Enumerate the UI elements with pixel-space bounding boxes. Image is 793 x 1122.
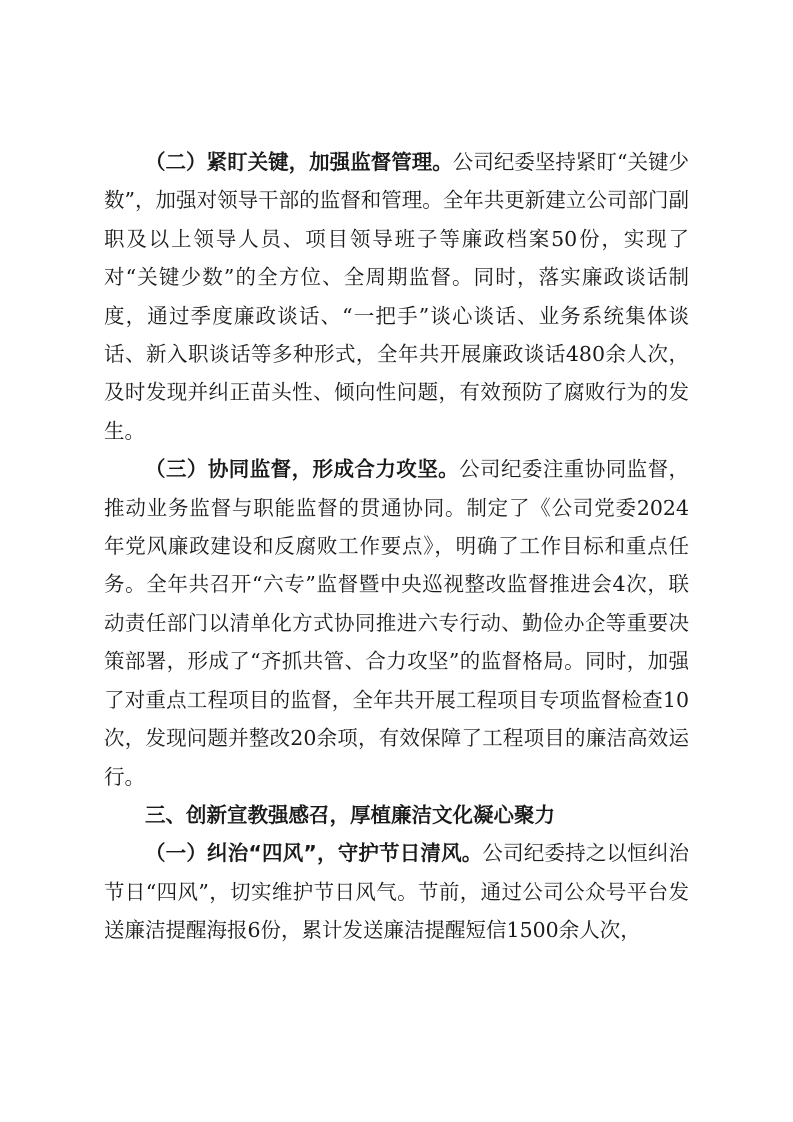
paragraph-body: 公司纪委注重协同监督，推动业务监督与职能监督的贯通协同。制定了《公司党委2024年党风廉政建设和反腐败工作要点》，明确了工作目标和重点任务。全年共召开“六专”监督暨中央巡视整改监督推进会4次，联动责任部门以清单化方式协同推进六专行动、勤俭办企等重要决策部署，形成了“齐抓共管、合力攻坚”的监督格局。同时，加强了对重点工程项目的监督，全年共开展工程项目专项监督检查10次，发现问题并整改20余项，有效保障了工程项目的廉洁高效运行。 [104,457,690,789]
section-heading: 三、创新宣教强感召，厚植廉洁文化凝心聚力 [145,802,555,827]
paragraph-four-winds [104,834,689,949]
paragraph-body: 公司纪委持之以恒纠治节日“四风”，切实维护节日风气。节前，通过公司公众号平台发送廉洁提醒海报6份，累计发送廉洁提醒短信1500余人次， [104,841,689,943]
paragraph-supervision-management [104,143,689,450]
paragraph-lead: （一）纠治“四风”，守护节日清风。 [145,841,483,866]
document-body [104,143,689,950]
paragraph-collaborative-supervision [104,450,689,796]
paragraph-lead: （二）紧盯关键，加强监督管理。 [145,150,453,174]
paragraph-lead: （三）协同监督，形成合力攻坚。 [145,457,460,482]
paragraph-body: 公司纪委坚持紧盯“关键少数”，加强对领导干部的监督和管理。全年共更新建立公司部门副职及以上领导人员、项目领导班子等廉政档案50份，实现了对“关键少数”的全方位、全周期监督。同时，落实廉政谈话制度，通过季度廉政谈话、“一把手”谈心谈话、业务系统集体谈话、新入职谈话等多种形式，全年共开展廉政谈话480余人次，及时发现并纠正苗头性、倾向性问题，有效预防了腐败行为的发生。 [104,150,689,443]
